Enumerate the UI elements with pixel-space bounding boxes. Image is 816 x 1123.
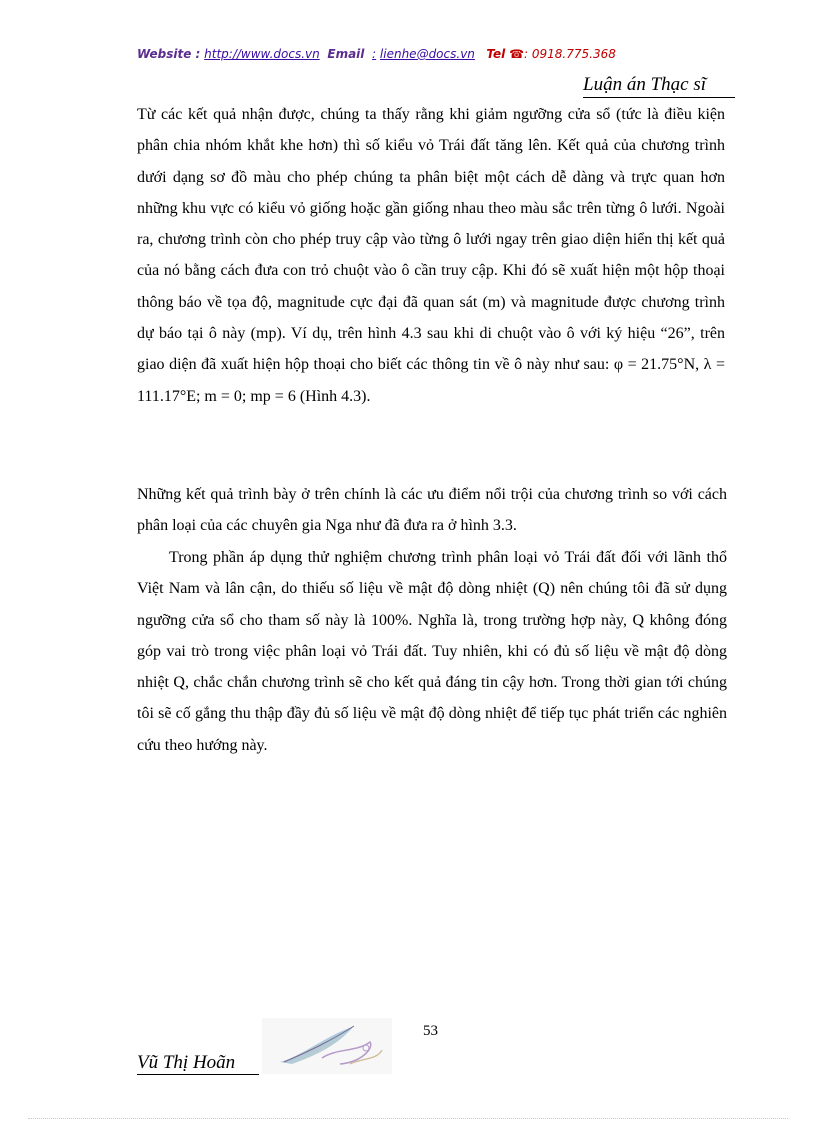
paragraph-1: Từ các kết quả nhận được, chúng ta thấy rằng khi giảm ngưỡng cửa sổ (tức là điều kiện phân chia nhóm khắt khe hơn) thì số kiểu vỏ Trái đất tăng lên. Kết quả của chương trình dưới dạng sơ đồ màu cho phép chúng ta phân biệt một cách dễ dàng và trực quan hơn những khu vực có kiểu vỏ giống hoặc gần giống nhau theo màu sắc trên từng ô lưới. Ngoài ra, chương trình còn cho phép truy cập vào từng ô lưới ngay trên giao diện hiển thị kết quả của nó bằng cách đưa con trỏ chuột vào ô cần truy cập. Khi đó sẽ xuất hiện một hộp thoại thông báo về tọa độ, magnitude cực đại đã quan sát (m) và magnitude được chương trình dự báo tại ô này (mp). Ví dụ, trên hình 4.3 sau khi di chuột vào ô với ký hiệu “26”, trên giao diện đã xuất hiện hộp thoại cho biết các thông tin về ô này như sau: φ = 21.75°N, λ = 111.17°E; m = 0; mp = 6 (Hình 4.3). — [137, 106, 725, 405]
email-link[interactable]: lienhe@docs.vn — [379, 47, 475, 61]
feather-ornament-icon — [262, 1018, 392, 1074]
email-label: Email — [327, 47, 365, 61]
page-bottom-border — [28, 1118, 788, 1119]
paragraph-3: Trong phần áp dụng thử nghiệm chương trình phân loại vỏ Trái đất đối với lãnh thổ Việt Nam và lân cận, do thiếu số liệu về mật độ dòng nhiệt (Q) nên chúng tôi đã sử dụng ngưỡng cửa sổ cho tham số này là 100%. Nghĩa là, trong trường hợp này, Q không đóng góp vai trò trong việc phân loại vỏ Trái đất. Tuy nhiên, khi có đủ số liệu về mật độ dòng nhiệt Q, chắc chắn chương trình sẽ cho kết quả đáng tin cậy hơn. Trong thời gian tới chúng tôi sẽ cố gắng thu thập đầy đủ số liệu về mật độ dòng nhiệt để tiếp tục phát triển các nghiên cứu theo hướng này. — [137, 549, 727, 754]
email-separator: : — [372, 47, 377, 61]
page-number: 53 — [423, 1023, 438, 1039]
thesis-title-underline — [583, 97, 735, 98]
website-label: Website : — [137, 47, 201, 61]
tel-label: Tel — [486, 47, 506, 61]
author-underline — [137, 1074, 259, 1075]
paragraph-2: Những kết quả trình bày ở trên chính là các ưu điểm nổi trội của chương trình so với cách phân loại của các chuyên gia Nga như đã đưa ra ở hình 3.3. — [137, 486, 727, 535]
phone-icon: ☎ — [509, 47, 525, 61]
author-name: Vũ Thị Hoãn — [137, 1052, 236, 1073]
website-link[interactable]: http://www.docs.vn — [204, 47, 320, 61]
page-header — [137, 47, 737, 61]
tel-value: : 0918.775.368 — [524, 47, 616, 61]
thesis-title: Luận án Thạc sĩ — [583, 74, 706, 95]
